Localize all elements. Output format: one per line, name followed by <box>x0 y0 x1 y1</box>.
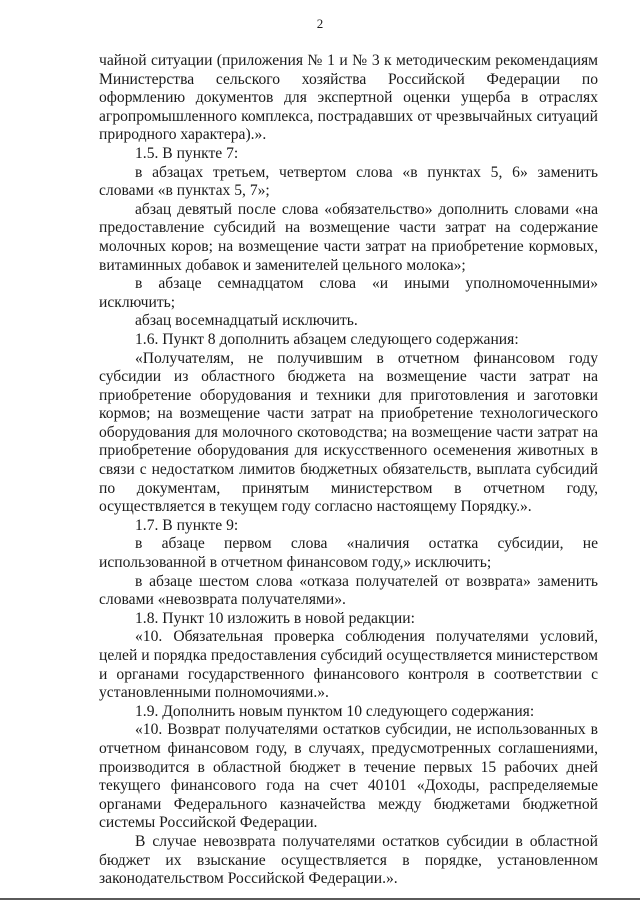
paragraph: «10. Возврат получателями остатков субсидии, не использованных в отчетном финансовом году, в случаях, предусмотренных соглашениями, производится в областной бюджет в течение первых 15 рабочих дней текущего финансового года на счет 40101 «Доходы, распределяемые органами Федерального казначейства между бюджетами бюджетной системы Российской Федерации. <box>99 721 598 832</box>
paragraph: в абзаце семнадцатом слова «и иными уполномоченными» исключить; <box>99 275 598 311</box>
page-number: 2 <box>316 16 324 31</box>
paragraph-item-1-6: 1.6. Пункт 8 дополнить абзацем следующего содержания: <box>135 330 519 348</box>
paragraph: в абзаце шестом слова «отказа получателей от возврата» заменить словами «невозврата получателями». <box>99 572 598 609</box>
paragraph: «Получателям, не получившим в отчетном финансовом году субсидии из областного бюджета на возмещение части затрат на приобретение оборудования и техники для приготовления и заготовки кормов; на возмещение части затрат на приобретение технологического оборудования для молочного скотоводства; на возмещение части затрат на приобретение оборудования для искусственного осеменения животных в связи с недостатком лимитов бюджетных обязательств, выплата субсидий по документам, принятым министерством в отчетном году, осуществляется в текущем году согласно настоящему Порядку.». <box>99 349 598 516</box>
paragraph: в абзацах третьем, четвертом слова «в пунктах 5, 6» заменить словами «в пунктах 5, 7»; <box>99 163 598 200</box>
bottom-border-line <box>0 898 640 900</box>
paragraph: абзац восемнадцатый исключить. <box>135 312 358 330</box>
paragraph: «10. Обязательная проверка соблюдения получателями условий, целей и порядка предоставления субсидий осуществляется министерством и органами государственного финансового контроля в соответствии с установленными полномочиями.». <box>99 628 598 702</box>
paragraph-item-1-9: 1.9. Дополнить новым пунктом 10 следующего содержания: <box>135 702 535 720</box>
paragraph-item-1-5: 1.5. В пункте 7: <box>135 144 239 162</box>
paragraph: в абзаце первом слова «наличия остатка субсидии, не использованной в отчетном финансовом году,» исключить; <box>99 535 598 572</box>
paragraph-item-1-8: 1.8. Пункт 10 изложить в новой редакции: <box>135 609 415 627</box>
paragraph-item-1-7: 1.7. В пункте 9: <box>135 516 239 534</box>
document-body <box>99 52 598 889</box>
paragraph: В случае невозврата получателями остатков субсидии в областной бюджет их взыскание осуществляется в порядке, установленном законодательством Российской Федерации.». <box>99 832 598 888</box>
paragraph: абзац девятый после слова «обязательство» дополнить словами «на предоставление субсидий на возмещение части затрат на содержание молочных коров; на возмещение части затрат на приобретение кормовых, витаминных добавок и заменителей цельного молока»; <box>99 200 598 274</box>
paragraph-continuation: чайной ситуации (приложения № 1 и № 3 к методическим рекомендациям Министерства сельского хозяйства Российской Федерации по оформлению документов для экспертной оценки ущерба в отраслях агропромышленного комплекса, пострадавших от чрезвычайных ситуаций природного характера).». <box>99 52 598 144</box>
